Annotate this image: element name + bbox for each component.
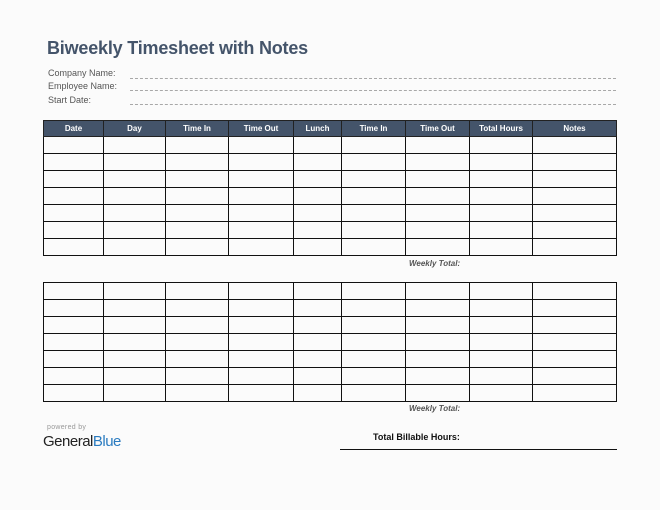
timesheet-cell[interactable] xyxy=(533,283,617,300)
timesheet-cell[interactable] xyxy=(166,368,229,385)
timesheet-cell[interactable] xyxy=(294,188,342,205)
timesheet-cell[interactable] xyxy=(533,137,617,154)
timesheet-cell[interactable] xyxy=(342,385,406,402)
week2-body xyxy=(44,283,617,402)
company-name-label: Company Name: xyxy=(48,68,116,78)
timesheet-cell[interactable] xyxy=(229,205,294,222)
timesheet-cell[interactable] xyxy=(229,154,294,171)
timesheet-cell[interactable] xyxy=(294,205,342,222)
timesheet-cell[interactable] xyxy=(104,283,166,300)
timesheet-cell[interactable] xyxy=(166,300,229,317)
table-row xyxy=(44,283,617,300)
table-row xyxy=(44,385,617,402)
powered-by-text: powered by xyxy=(47,424,87,431)
timesheet-cell[interactable] xyxy=(104,205,166,222)
timesheet-cell[interactable] xyxy=(166,154,229,171)
timesheet-cell[interactable] xyxy=(406,368,470,385)
week1-body xyxy=(44,137,617,256)
page-title: Biweekly Timesheet with Notes xyxy=(47,38,308,58)
table-row xyxy=(44,222,617,239)
timesheet-cell[interactable] xyxy=(470,137,533,154)
timesheet-cell[interactable] xyxy=(104,368,166,385)
timesheet-cell[interactable] xyxy=(533,368,617,385)
col-header-time-in: Time In xyxy=(166,121,229,137)
timesheet-cell[interactable] xyxy=(533,222,617,239)
timesheet-cell[interactable] xyxy=(229,137,294,154)
timesheet-cell[interactable] xyxy=(533,351,617,368)
timesheet-cell[interactable] xyxy=(406,283,470,300)
timesheet-cell[interactable] xyxy=(294,300,342,317)
timesheet-cell[interactable] xyxy=(342,154,406,171)
timesheet-cell[interactable] xyxy=(44,283,104,300)
table-row xyxy=(44,205,617,222)
table-row xyxy=(44,137,617,154)
timesheet-cell[interactable] xyxy=(104,385,166,402)
brand-general: General xyxy=(43,433,93,450)
timesheet-cell[interactable] xyxy=(166,188,229,205)
week2-timesheet-table xyxy=(43,282,617,402)
timesheet-cell[interactable] xyxy=(44,239,104,256)
timesheet-cell[interactable] xyxy=(166,351,229,368)
timesheet-cell[interactable] xyxy=(406,205,470,222)
timesheet-cell[interactable] xyxy=(470,154,533,171)
timesheet-cell[interactable] xyxy=(342,283,406,300)
timesheet-cell[interactable] xyxy=(470,317,533,334)
timesheet-cell[interactable] xyxy=(44,351,104,368)
timesheet-cell[interactable] xyxy=(342,239,406,256)
start-date-field[interactable] xyxy=(130,104,616,105)
brand-blue: Blue xyxy=(92,433,121,450)
timesheet-cell[interactable] xyxy=(470,222,533,239)
timesheet-cell[interactable] xyxy=(229,317,294,334)
timesheet-cell[interactable] xyxy=(342,188,406,205)
table-row xyxy=(44,351,617,368)
timesheet-cell[interactable] xyxy=(229,300,294,317)
timesheet-cell[interactable] xyxy=(406,137,470,154)
timesheet-cell[interactable] xyxy=(406,385,470,402)
timesheet-cell[interactable] xyxy=(342,351,406,368)
total-billable-hours-label: Total Billable Hours: xyxy=(373,432,460,442)
timesheet-cell[interactable] xyxy=(406,154,470,171)
timesheet-cell[interactable] xyxy=(406,188,470,205)
timesheet-cell[interactable] xyxy=(294,351,342,368)
timesheet-cell[interactable] xyxy=(342,317,406,334)
col-header-time-in-2: Time In xyxy=(342,121,406,137)
timesheet-cell[interactable] xyxy=(294,368,342,385)
timesheet-cell[interactable] xyxy=(470,171,533,188)
table-row xyxy=(44,368,617,385)
timesheet-cell[interactable] xyxy=(104,351,166,368)
timesheet-cell[interactable] xyxy=(294,137,342,154)
timesheet-cell[interactable] xyxy=(44,368,104,385)
timesheet-cell[interactable] xyxy=(533,300,617,317)
timesheet-cell[interactable] xyxy=(44,300,104,317)
timesheet-cell[interactable] xyxy=(470,239,533,256)
timesheet-cell[interactable] xyxy=(342,334,406,351)
timesheet-cell[interactable] xyxy=(470,385,533,402)
timesheet-cell[interactable] xyxy=(470,283,533,300)
timesheet-cell[interactable] xyxy=(44,222,104,239)
timesheet-cell[interactable] xyxy=(44,317,104,334)
employee-name-field[interactable] xyxy=(130,90,616,91)
timesheet-cell[interactable] xyxy=(533,188,617,205)
timesheet-cell[interactable] xyxy=(44,334,104,351)
col-header-time-out-2: Time Out xyxy=(406,121,470,137)
timesheet-cell[interactable] xyxy=(406,222,470,239)
timesheet-cell[interactable] xyxy=(533,385,617,402)
timesheet-cell[interactable] xyxy=(229,239,294,256)
timesheet-cell[interactable] xyxy=(104,222,166,239)
timesheet-cell[interactable] xyxy=(104,154,166,171)
total-billable-hours-field[interactable] xyxy=(340,449,617,450)
timesheet-cell[interactable] xyxy=(44,188,104,205)
timesheet-cell[interactable] xyxy=(470,300,533,317)
col-header-total-hours: Total Hours xyxy=(470,121,533,137)
timesheet-cell[interactable] xyxy=(406,317,470,334)
timesheet-cell[interactable] xyxy=(533,171,617,188)
timesheet-cell[interactable] xyxy=(229,334,294,351)
timesheet-cell[interactable] xyxy=(533,317,617,334)
timesheet-cell[interactable] xyxy=(294,154,342,171)
company-name-field[interactable] xyxy=(130,78,616,79)
timesheet-cell[interactable] xyxy=(470,368,533,385)
timesheet-cell[interactable] xyxy=(294,171,342,188)
timesheet-cell[interactable] xyxy=(533,334,617,351)
col-header-day: Day xyxy=(104,121,166,137)
timesheet-cell[interactable] xyxy=(406,239,470,256)
table-row xyxy=(44,300,617,317)
timesheet-cell[interactable] xyxy=(342,171,406,188)
col-header-time-out: Time Out xyxy=(229,121,294,137)
timesheet-cell[interactable] xyxy=(294,239,342,256)
timesheet-cell[interactable] xyxy=(229,351,294,368)
timesheet-cell[interactable] xyxy=(470,205,533,222)
timesheet-cell[interactable] xyxy=(166,317,229,334)
timesheet-cell[interactable] xyxy=(166,137,229,154)
timesheet-cell[interactable] xyxy=(470,334,533,351)
timesheet-cell[interactable] xyxy=(229,283,294,300)
timesheet-cell[interactable] xyxy=(294,317,342,334)
timesheet-cell[interactable] xyxy=(342,368,406,385)
timesheet-cell[interactable] xyxy=(406,300,470,317)
table-row xyxy=(44,334,617,351)
weekly-total-label-2: Weekly Total: xyxy=(409,404,461,413)
timesheet-cell[interactable] xyxy=(533,239,617,256)
timesheet-cell[interactable] xyxy=(342,137,406,154)
timesheet-cell[interactable] xyxy=(44,385,104,402)
timesheet-cell[interactable] xyxy=(44,137,104,154)
generalblue-logo xyxy=(43,433,121,450)
timesheet-cell[interactable] xyxy=(406,351,470,368)
timesheet-cell[interactable] xyxy=(229,188,294,205)
timesheet-cell[interactable] xyxy=(294,222,342,239)
timesheet-cell[interactable] xyxy=(229,368,294,385)
table-header-row xyxy=(44,121,617,137)
timesheet-cell[interactable] xyxy=(166,239,229,256)
timesheet-cell[interactable] xyxy=(470,188,533,205)
timesheet-cell[interactable] xyxy=(342,205,406,222)
col-header-date: Date xyxy=(44,121,104,137)
timesheet-cell[interactable] xyxy=(229,171,294,188)
timesheet-cell[interactable] xyxy=(166,222,229,239)
timesheet-cell[interactable] xyxy=(166,171,229,188)
table-row xyxy=(44,239,617,256)
employee-name-label: Employee Name: xyxy=(48,81,118,91)
timesheet-cell[interactable] xyxy=(44,154,104,171)
timesheet-cell[interactable] xyxy=(533,154,617,171)
timesheet-cell[interactable] xyxy=(470,351,533,368)
start-date-label: Start Date: xyxy=(48,95,92,105)
timesheet-cell[interactable] xyxy=(229,385,294,402)
timesheet-cell[interactable] xyxy=(104,334,166,351)
timesheet-cell[interactable] xyxy=(533,205,617,222)
table-row xyxy=(44,188,617,205)
timesheet-cell[interactable] xyxy=(294,334,342,351)
timesheet-cell[interactable] xyxy=(166,334,229,351)
timesheet-cell[interactable] xyxy=(229,222,294,239)
table-row xyxy=(44,154,617,171)
timesheet-cell[interactable] xyxy=(104,300,166,317)
timesheet-cell[interactable] xyxy=(294,283,342,300)
col-header-lunch: Lunch xyxy=(294,121,342,137)
timesheet-cell[interactable] xyxy=(104,239,166,256)
timesheet-cell[interactable] xyxy=(342,222,406,239)
table-row xyxy=(44,171,617,188)
timesheet-cell[interactable] xyxy=(44,205,104,222)
timesheet-cell[interactable] xyxy=(44,171,104,188)
weekly-total-label-1: Weekly Total: xyxy=(409,259,461,268)
timesheet-cell[interactable] xyxy=(166,205,229,222)
timesheet-cell[interactable] xyxy=(406,171,470,188)
week1-timesheet-table xyxy=(43,120,617,256)
timesheet-cell[interactable] xyxy=(294,385,342,402)
timesheet-cell[interactable] xyxy=(166,385,229,402)
table-row xyxy=(44,317,617,334)
timesheet-cell[interactable] xyxy=(104,317,166,334)
timesheet-cell[interactable] xyxy=(342,300,406,317)
timesheet-cell[interactable] xyxy=(166,283,229,300)
timesheet-cell[interactable] xyxy=(104,137,166,154)
timesheet-cell[interactable] xyxy=(406,334,470,351)
timesheet-cell[interactable] xyxy=(104,171,166,188)
timesheet-cell[interactable] xyxy=(104,188,166,205)
col-header-notes: Notes xyxy=(533,121,617,137)
